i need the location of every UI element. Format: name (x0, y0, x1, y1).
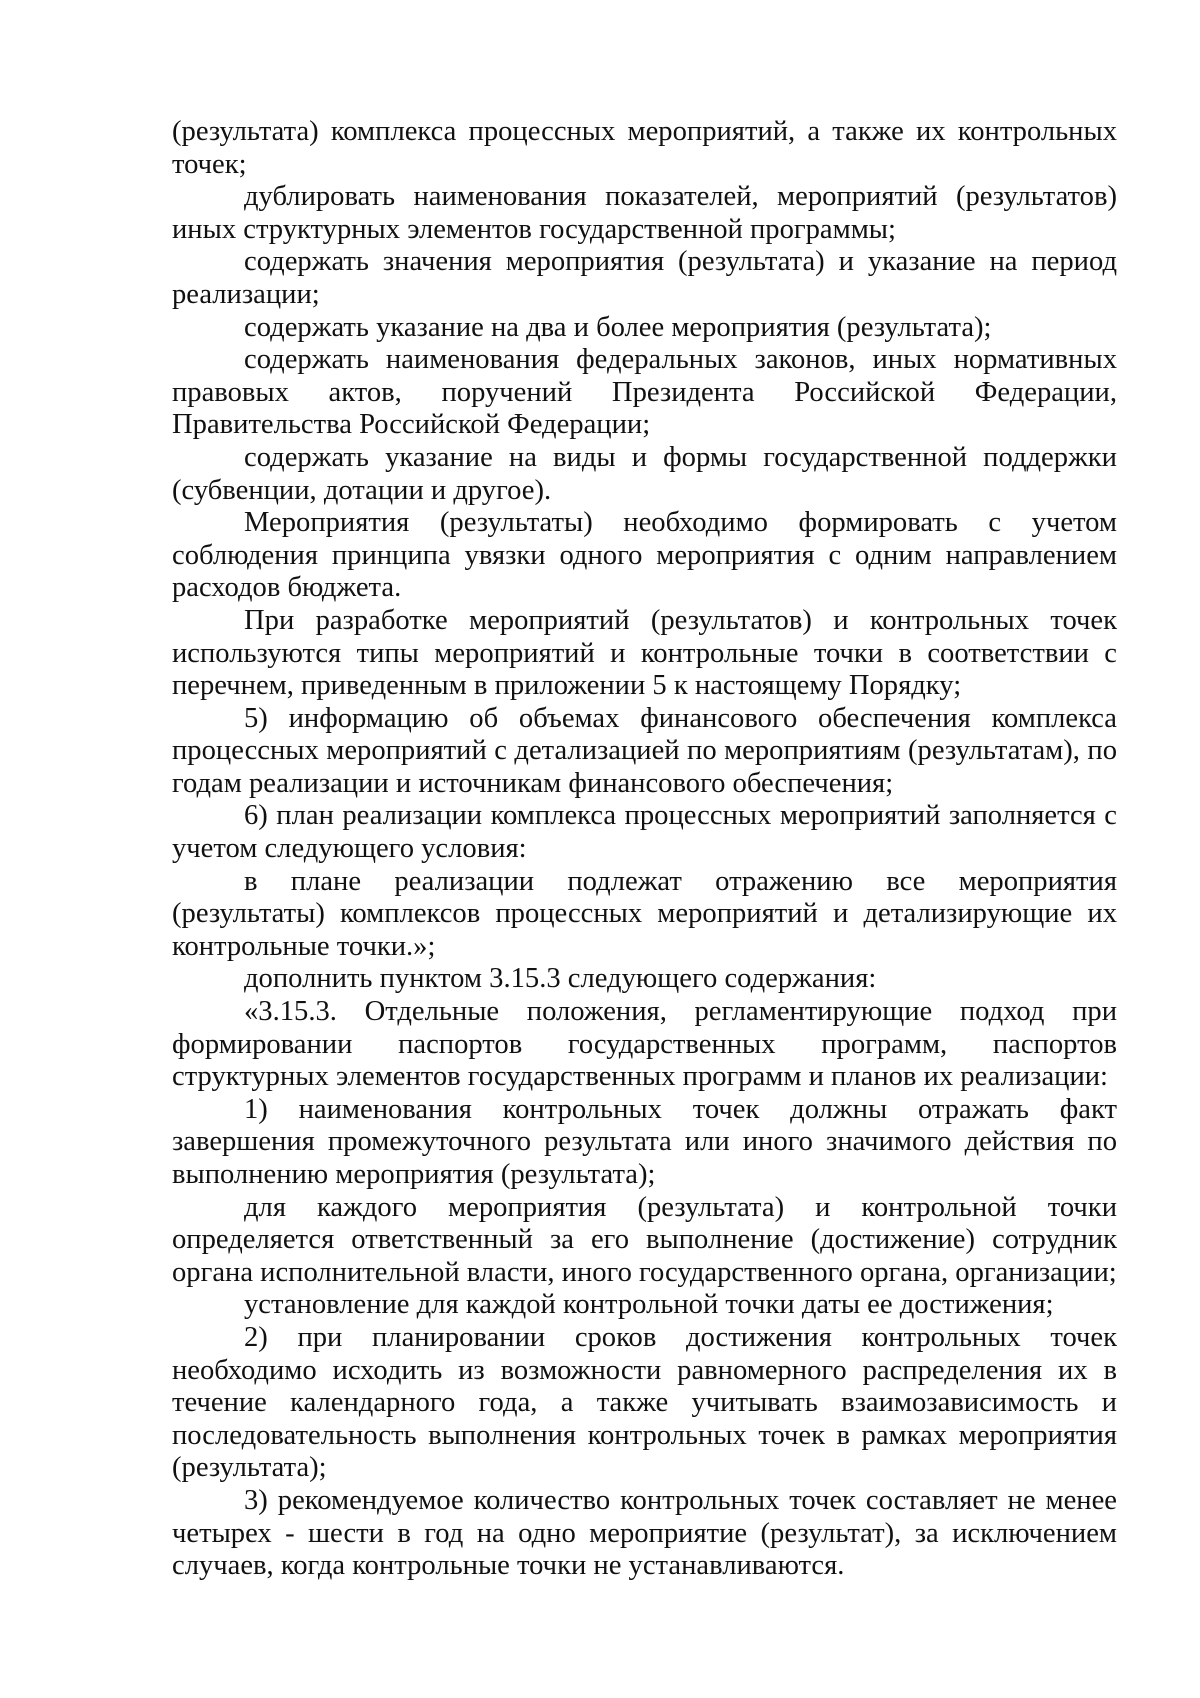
paragraph-item-6: 6) план реализации комплекса процессных мероприятий заполняется с учетом следующего условия: (172, 800, 1117, 865)
paragraph-duplicate-names: дублировать наименования показателей, мероприятий (результатов) иных структурных элементов государственной программы; (172, 181, 1117, 245)
paragraph-continuation: (результата) комплекса процессных мероприятий, а также их контрольных точек; (172, 116, 1117, 180)
document-page (172, 116, 1117, 1583)
paragraph-responsible: для каждого мероприятия (результата) и контрольной точки определяется ответственный за его выполнение (достижение) сотрудник органа исполнительной власти, иного государственного органа, организации; (172, 1191, 1117, 1288)
paragraph-federal-laws: содержать наименования федеральных законов, иных нормативных правовых актов, поручений Президента Российской Федерации, Правительства Российской Федерации; (172, 344, 1117, 441)
paragraph-item-2: 2) при планировании сроков достижения контрольных точек необходимо исходить из возможности равномерного распределения их в течение календарного года, а также учитывать взаимозависимость и последовательность выполнения контрольных точек в рамках мероприятия (результата); (172, 1321, 1117, 1484)
paragraph-plan-reflect: в плане реализации подлежат отражению все мероприятия (результаты) комплексов процессных мероприятий и детализирующие их контрольные точки.»; (172, 865, 1117, 962)
paragraph-values-period: содержать значения мероприятия (результата) и указание на период реализации; (172, 246, 1117, 310)
paragraph-item-5: 5) информацию об объемах финансового обеспечения комплекса процессных мероприятий с детализацией по мероприятиям (результатам), по годам реализации и источникам финансового обеспечения; (172, 702, 1117, 799)
paragraph-add-item: дополнить пунктом 3.15.3 следующего содержания: (244, 963, 877, 995)
paragraph-types-appendix: При разработке мероприятий (результатов) и контрольных точек используются типы мероприятий и контрольные точки в соответствии с перечнем, приведенным в приложении 5 к настоящему Порядку; (172, 604, 1117, 702)
paragraph-budget-link: Мероприятия (результаты) необходимо формировать с учетом соблюдения принципа увязки одного мероприятия с одним направлением расходов бюджета. (172, 507, 1117, 604)
paragraph-3-15-3: «3.15.3. Отдельные положения, регламентирующие подход при формировании паспортов государственных программ, паспортов структурных элементов государственных программ и планов их реализации: (172, 996, 1117, 1093)
paragraph-support-forms: содержать указание на виды и формы государственной поддержки (субвенции, дотации и другое). (172, 441, 1117, 506)
paragraph-item-1: 1) наименования контрольных точек должны отражать факт завершения промежуточного результата или иного значимого действия по выполнению мероприятия (результата); (172, 1093, 1117, 1190)
paragraph-item-3: 3) рекомендуемое количество контрольных точек составляет не менее четырех - шести в год на одно мероприятие (результат), за исключением случаев, когда контрольные точки не устанавливаются. (172, 1484, 1117, 1582)
paragraph-two-or-more: содержать указание на два и более мероприятия (результата); (244, 311, 992, 343)
paragraph-date-setting: установление для каждой контрольной точки даты ее достижения; (244, 1289, 1054, 1321)
